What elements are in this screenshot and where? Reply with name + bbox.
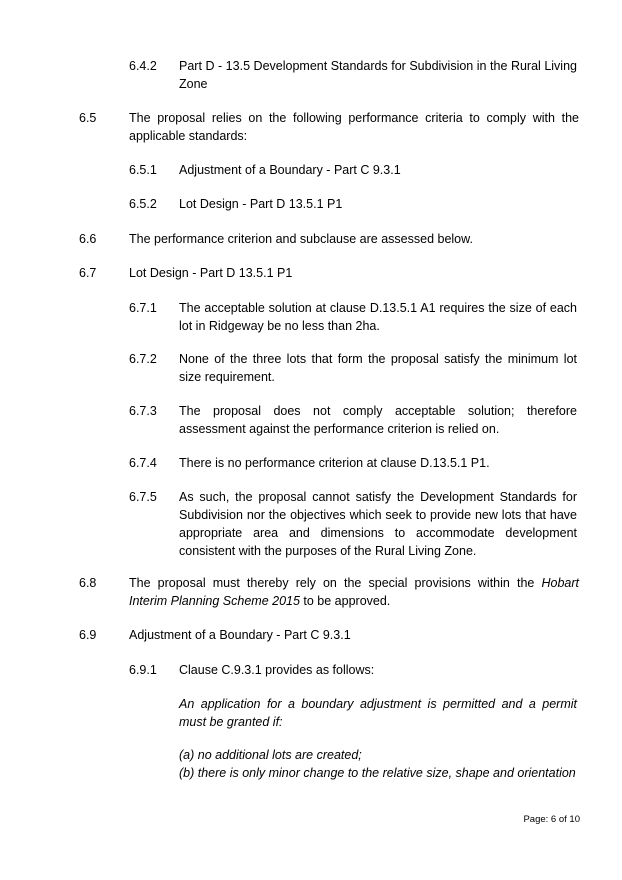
quote-item-b: (b) there is only minor change to the relative size, shape and orientation [179,766,576,780]
clause-number: 6.7.2 [129,352,157,366]
clause-text-lead: The proposal must thereby rely on the special provisions within the [129,576,542,590]
clause-number: 6.9.1 [129,663,157,677]
clause-number: 6.5 [79,111,97,125]
clause-number: 6.8 [79,576,97,590]
clause-number: 6.4.2 [129,59,157,73]
clause-text: The proposal relies on the following performance criteria to comply with the applicable standards: [129,111,579,143]
page-number: Page: 6 of 10 [523,814,580,825]
clause-text: Clause C.9.3.1 provides as follows: [179,663,375,677]
clause-text-tail: to be approved. [299,594,391,608]
clause-text: As such, the proposal cannot satisfy the Development Standards for Subdivision nor the objectives which seek to provide new lots that have appropriate area and dimensions to accommodate development consistent with the purposes of the Rural Living Zone. [179,490,577,558]
scheme-title: Hobart Interim Planning Scheme 2015 [129,576,579,608]
clause-number: 6.7.4 [129,456,157,470]
clause-number: 6.9 [79,628,97,642]
clause-text [129,574,579,610]
quote-item-a: (a) no additional lots are created; [179,748,362,762]
clause-number: 6.7.1 [129,301,157,315]
clause-number: 6.5.2 [129,197,157,211]
clause-text: There is no performance criterion at clause D.13.5.1 P1. [179,456,490,470]
clause-number: 6.6 [79,232,97,246]
quote-intro: An application for a boundary adjustment is permitted and a permit must be granted if: [179,697,577,729]
clause-text: Adjustment of a Boundary - Part C 9.3.1 [129,628,351,642]
clause-text: The performance criterion and subclause are assessed below. [129,232,473,246]
clause-number: 6.7 [79,266,97,280]
clause-text: Lot Design - Part D 13.5.1 P1 [179,197,343,211]
clause-text: The acceptable solution at clause D.13.5.1 A1 requires the size of each lot in Ridgeway be no less than 2ha. [179,301,577,333]
clause-text: Lot Design - Part D 13.5.1 P1 [129,266,293,280]
clause-text: None of the three lots that form the proposal satisfy the minimum lot size requirement. [179,352,577,384]
clause-text: Part D - 13.5 Development Standards for Subdivision in the Rural Living Zone [179,59,577,91]
clause-number: 6.7.3 [129,404,157,418]
clause-text: Adjustment of a Boundary - Part C 9.3.1 [179,163,401,177]
clause-text: The proposal does not comply acceptable solution; therefore assessment against the performance criterion is relied on. [179,404,577,436]
clause-number: 6.7.5 [129,490,157,504]
clause-number: 6.5.1 [129,163,157,177]
